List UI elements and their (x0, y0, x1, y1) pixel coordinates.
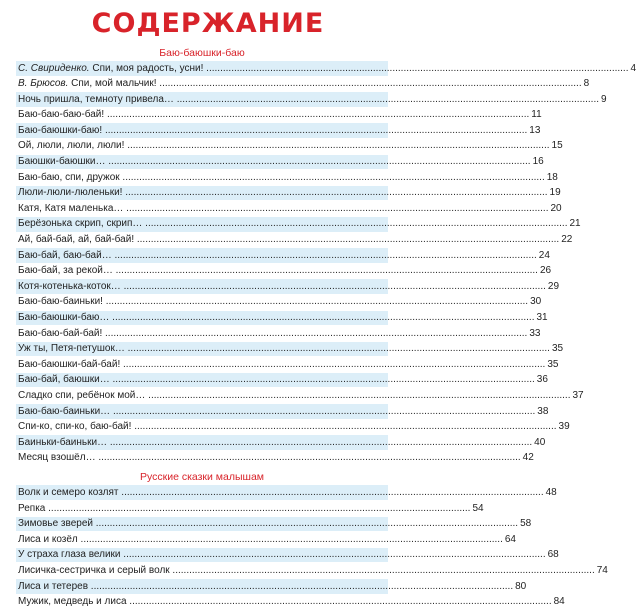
entry-text: Баю-баю-баиньки… (18, 406, 110, 417)
entry-page: 38 (535, 404, 548, 420)
toc-entry[interactable] (16, 388, 388, 404)
entry-text: Сладко спи, ребёнок мой… (18, 390, 145, 401)
entry-text: Мужик, медведь и лиса (18, 596, 127, 607)
entry-title: Баиньки-баиньки… ........................................................................................................................................................ (18, 435, 532, 451)
toc-entry[interactable] (16, 92, 388, 108)
entry-page: 33 (527, 326, 540, 342)
entry-title: Волк и семеро козлят ........................................................................................................................................................ (18, 485, 544, 501)
toc-entry[interactable] (16, 548, 388, 564)
entry-text: Люли-люли-люленьки! (18, 187, 122, 198)
entry-title: Ай, бай-бай, ай, бай-бай! ........................................................................................................................................................ (18, 232, 559, 248)
entry-page: 84 (552, 594, 565, 610)
entry-title: Баюшки-баюшки… ........................................................................................................................................................ (18, 154, 531, 170)
entry-title: Баю-баюшки-баю… ........................................................................................................................................................ (18, 310, 534, 326)
entry-page: 21 (567, 216, 580, 232)
entry-page: 36 (535, 372, 548, 388)
entry-text: Лиса и тетерев (18, 581, 88, 592)
entry-text: У страха глаза велики (18, 549, 121, 560)
section-heading: Баю-баюшки-баю (16, 46, 388, 61)
entry-title: Катя, Катя маленька… ........................................................................................................................................................ (18, 201, 548, 217)
entry-title: Баю-баю-баиньки… ........................................................................................................................................................ (18, 404, 535, 420)
entry-title: Зимовье зверей ........................................................................................................................................................ (18, 516, 518, 532)
entry-text: Лисичка-сестричка и серый волк (18, 565, 170, 576)
toc-entry[interactable] (16, 201, 388, 217)
toc-entry[interactable] (16, 170, 388, 186)
entry-text: Ой, люли, люли, люли! (18, 140, 124, 151)
toc-entry[interactable] (16, 311, 388, 327)
entry-page: 18 (545, 170, 558, 186)
entry-page: 30 (528, 294, 541, 310)
entry-text: Волк и семеро козлят (18, 487, 119, 498)
toc-entry[interactable] (16, 357, 388, 373)
entry-title: Баю-баю-баиньки! ........................................................................................................................................................ (18, 294, 528, 310)
entry-title: Баю-бай, за рекой… ........................................................................................................................................................ (18, 263, 538, 279)
entry-page: 22 (559, 232, 572, 248)
entry-title: Лисичка-сестричка и серый волк ........................................................................................................................................................ (18, 563, 595, 579)
entry-page: 8 (582, 76, 590, 92)
entry-page: 74 (595, 563, 608, 579)
toc-entry[interactable] (16, 155, 388, 171)
toc-entry[interactable] (16, 123, 388, 139)
section-heading: Русские сказки малышам (16, 470, 388, 485)
entry-page: 16 (531, 154, 544, 170)
entry-title: Баю-бай, баюшки… ........................................................................................................................................................ (18, 372, 535, 388)
entry-page: 58 (518, 516, 531, 532)
entry-title: Баю-баю-баю-бай! ........................................................................................................................................................ (18, 107, 529, 123)
toc-entry[interactable] (16, 139, 388, 155)
entry-title: Лиса и козёл ........................................................................................................................................................ (18, 532, 503, 548)
entry-text: Катя, Катя маленька… (18, 203, 123, 214)
entry-text: Котя-котенька-коток… (18, 281, 121, 292)
entry-title: Баю-баю, спи, дружок ........................................................................................................................................................ (18, 170, 545, 186)
entry-title: Мужик, медведь и лиса ........................................................................................................................................................ (18, 594, 552, 610)
entry-title: Ночь пришла, темноту привела… ........................................................................................................................................................ (18, 92, 599, 108)
entry-text: Баю-баюшки-баю! (18, 125, 102, 136)
entry-text: Баю-баю-баю-бай! (18, 109, 104, 120)
entry-page: 15 (550, 138, 563, 154)
entry-title: Баю-баюшки-бай-бай! ........................................................................................................................................................ (18, 357, 545, 373)
entry-text: Баю-бай, баю-бай… (18, 250, 112, 261)
entry-text: Спи-ко, спи-ко, баю-бай! (18, 421, 131, 432)
entry-title: Ой, люли, люли, люли! ........................................................................................................................................................ (18, 138, 550, 154)
entry-title: Сладко спи, ребёнок мой… ........................................................................................................................................................ (18, 388, 571, 404)
toc-entry[interactable] (16, 451, 388, 467)
toc-entry[interactable] (16, 186, 388, 202)
entry-page: 13 (527, 123, 540, 139)
entry-page: 39 (557, 419, 570, 435)
entry-page: 37 (571, 388, 584, 404)
toc-entry[interactable] (16, 435, 388, 451)
toc-entry[interactable] (16, 248, 388, 264)
entry-text: Баю-баюшки-бай-бай! (18, 359, 120, 370)
entry-title: Люли-люли-люленьки! ........................................................................................................................................................ (18, 185, 548, 201)
entry-page: 9 (599, 92, 607, 108)
entry-page: 64 (503, 532, 516, 548)
entry-text: Спи, мой мальчик! (71, 78, 156, 89)
entry-title: У страха глаза велики ........................................................................................................................................................ (18, 547, 546, 563)
toc-entry[interactable] (16, 342, 388, 358)
entry-text: Ночь пришла, темноту привела… (18, 94, 174, 105)
entry-page: 68 (546, 547, 559, 563)
entry-text: Баю-баю-баиньки! (18, 296, 103, 307)
entry-author: С. Свириденко. (18, 63, 90, 74)
toc-entry[interactable] (16, 579, 388, 595)
toc-entry[interactable] (16, 279, 388, 295)
entry-page: 40 (532, 435, 545, 451)
toc-entry[interactable] (16, 77, 388, 93)
entry-title: Лиса и тетерев ........................................................................................................................................................ (18, 579, 513, 595)
toc-entry[interactable] (16, 420, 388, 436)
entry-page: 19 (548, 185, 561, 201)
entry-title: Баю-баю-бай-бай! ........................................................................................................................................................ (18, 326, 527, 342)
toc-entry[interactable] (16, 61, 388, 77)
entry-title: Спи-ко, спи-ко, баю-бай! ........................................................................................................................................................ (18, 419, 557, 435)
entry-text: Берёзонька скрип, скрип… (18, 218, 142, 229)
entry-page: 11 (529, 107, 541, 123)
entry-text: Баю-баю, спи, дружок (18, 172, 120, 183)
entry-page: 24 (537, 248, 550, 264)
entry-title: Уж ты, Петя-петушок… ........................................................................................................................................................ (18, 341, 550, 357)
toc-entry[interactable] (16, 108, 388, 124)
entry-title: Берёзонька скрип, скрип… ........................................................................................................................................................ (18, 216, 567, 232)
entry-page: 42 (521, 450, 534, 466)
entry-text: Баю-бай, за рекой… (18, 265, 113, 276)
page-title: СОДЕРЖАНИЕ (0, 8, 416, 39)
entry-text: Лиса и козёл (18, 534, 78, 545)
entry-text: Спи, моя радость, усни! (92, 63, 203, 74)
entry-title: Баю-баюшки-баю! ........................................................................................................................................................ (18, 123, 527, 139)
toc-entry[interactable] (16, 563, 388, 579)
entry-text: Баю-баюшки-баю… (18, 312, 109, 323)
toc-entry[interactable] (16, 485, 388, 501)
toc-entry[interactable] (16, 404, 388, 420)
entry-page: 26 (538, 263, 551, 279)
entry-text: Баиньки-баиньки… (18, 437, 107, 448)
entry-text: Зимовье зверей (18, 518, 93, 529)
table-of-contents (16, 46, 388, 610)
entry-title: Баю-бай, баю-бай… ........................................................................................................................................................ (18, 248, 537, 264)
toc-entry[interactable] (16, 326, 388, 342)
toc-entry[interactable] (16, 373, 388, 389)
entry-text: Уж ты, Петя-петушок… (18, 343, 125, 354)
entry-page: 35 (550, 341, 563, 357)
toc-entry[interactable] (16, 217, 388, 233)
toc-entry[interactable] (16, 517, 388, 533)
toc-entry[interactable] (16, 295, 388, 311)
entry-title: В. Брюсов. Спи, мой мальчик! ........................................................................................................................................................ (18, 76, 582, 92)
entry-title: С. Свириденко. Спи, моя радость, усни! ........................................................................................................................................................ (18, 61, 629, 77)
entry-page: 35 (545, 357, 558, 373)
entry-page: 48 (544, 485, 557, 501)
entry-title: Котя-котенька-коток… ........................................................................................................................................................ (18, 279, 546, 295)
entry-page: 4 (629, 61, 636, 77)
toc-entry[interactable] (16, 264, 388, 280)
entry-title: Репка ........................................................................................................................................................ (18, 501, 470, 517)
entry-page: 80 (513, 579, 526, 595)
entry-page: 31 (534, 310, 547, 326)
entry-text: Ай, бай-бай, ай, бай-бай! (18, 234, 134, 245)
toc-entry[interactable] (16, 532, 388, 548)
toc-entry[interactable] (16, 595, 388, 610)
entry-page: 20 (548, 201, 561, 217)
entry-text: Баю-бай, баюшки… (18, 374, 110, 385)
entry-page: 54 (470, 501, 483, 517)
entry-text: Репка (18, 503, 45, 514)
entry-text: Месяц взошёл… (18, 452, 96, 463)
entry-text: Баюшки-баюшки… (18, 156, 105, 167)
entry-text: Баю-баю-бай-бай! (18, 328, 102, 339)
toc-entry[interactable] (16, 501, 388, 517)
toc-entry[interactable] (16, 233, 388, 249)
entry-author: В. Брюсов. (18, 78, 68, 89)
entry-page: 29 (546, 279, 559, 295)
entry-title: Месяц взошёл… ........................................................................................................................................................ (18, 450, 521, 466)
